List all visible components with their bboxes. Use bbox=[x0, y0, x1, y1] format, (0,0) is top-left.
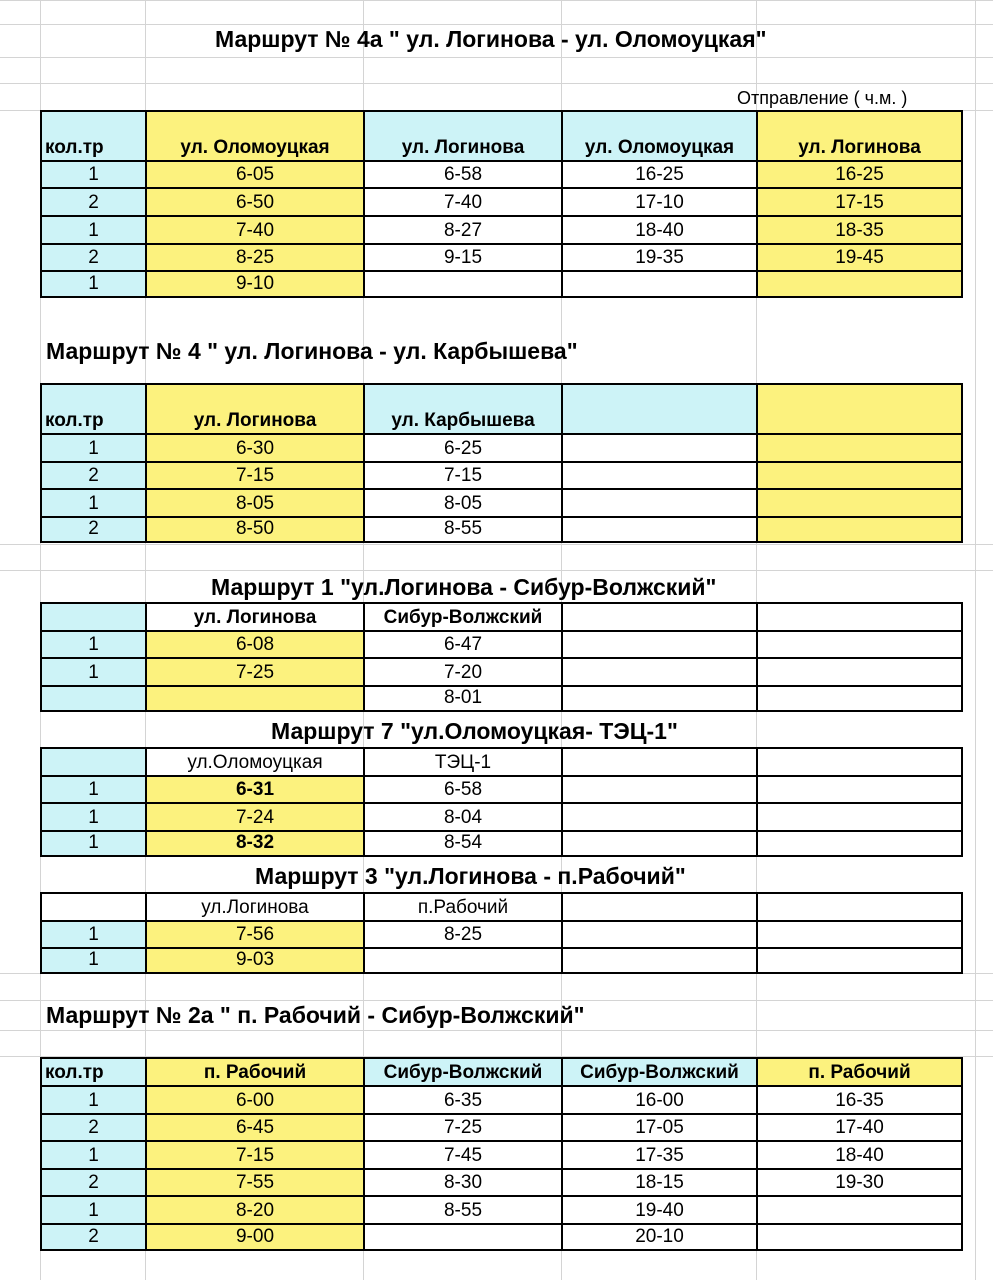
column-header: ул. Оломоуцкая bbox=[561, 110, 756, 160]
time-cell bbox=[756, 802, 963, 830]
gridline-horizontal bbox=[0, 1000, 993, 1001]
time-cell: 9-15 bbox=[363, 243, 561, 270]
time-cell bbox=[145, 685, 363, 712]
column-header: п.Рабочий bbox=[363, 892, 561, 920]
time-cell bbox=[756, 830, 963, 857]
vehicle-count-cell: 2 bbox=[40, 243, 145, 270]
column-header bbox=[40, 747, 145, 775]
time-cell: 8-55 bbox=[363, 1195, 561, 1223]
gridline-vertical bbox=[975, 0, 976, 1280]
column-header bbox=[561, 747, 756, 775]
time-cell: 19-40 bbox=[561, 1195, 756, 1223]
route-4-title: Маршрут № 4 " ул. Логинова - ул. Карбышева" bbox=[46, 338, 578, 364]
time-cell: 6-45 bbox=[145, 1113, 363, 1140]
time-cell bbox=[756, 1195, 963, 1223]
column-header bbox=[40, 602, 145, 630]
time-cell: 9-10 bbox=[145, 270, 363, 298]
time-cell bbox=[756, 685, 963, 712]
time-cell: 8-55 bbox=[363, 516, 561, 543]
vehicle-count-cell: 2 bbox=[40, 187, 145, 215]
time-cell: 6-05 bbox=[145, 160, 363, 187]
time-cell: 6-00 bbox=[145, 1085, 363, 1113]
time-cell: 6-58 bbox=[363, 775, 561, 802]
time-cell bbox=[756, 630, 963, 657]
time-cell: 16-25 bbox=[561, 160, 756, 187]
time-cell bbox=[561, 270, 756, 298]
time-cell: 18-40 bbox=[561, 215, 756, 243]
vehicle-count-cell: 1 bbox=[40, 270, 145, 298]
time-cell: 6-35 bbox=[363, 1085, 561, 1113]
vehicle-count-cell: 2 bbox=[40, 461, 145, 488]
time-cell: 8-32 bbox=[145, 830, 363, 857]
time-cell: 8-27 bbox=[363, 215, 561, 243]
time-cell bbox=[561, 488, 756, 516]
time-cell: 7-20 bbox=[363, 657, 561, 685]
vehicle-count-cell: 1 bbox=[40, 1085, 145, 1113]
gridline-horizontal bbox=[0, 0, 993, 1]
column-header: кол.тр bbox=[40, 1057, 145, 1085]
time-cell: 9-03 bbox=[145, 947, 363, 974]
vehicle-count-cell: 1 bbox=[40, 1195, 145, 1223]
time-cell bbox=[561, 947, 756, 974]
gridline-horizontal bbox=[0, 544, 993, 545]
time-cell: 18-35 bbox=[756, 215, 963, 243]
time-cell bbox=[561, 461, 756, 488]
route-1-title: Маршрут 1 "ул.Логинова - Сибур-Волжский" bbox=[211, 574, 717, 600]
time-cell bbox=[561, 685, 756, 712]
vehicle-count-cell: 1 bbox=[40, 433, 145, 461]
time-cell bbox=[756, 516, 963, 543]
column-header: Сибур-Волжский bbox=[363, 602, 561, 630]
time-cell: 17-15 bbox=[756, 187, 963, 215]
vehicle-count-cell: 2 bbox=[40, 1168, 145, 1195]
time-cell bbox=[561, 433, 756, 461]
time-cell: 6-31 bbox=[145, 775, 363, 802]
column-header: ул. Логинова bbox=[756, 110, 963, 160]
column-header: кол.тр bbox=[40, 383, 145, 433]
time-cell: 7-45 bbox=[363, 1140, 561, 1168]
time-cell bbox=[756, 1223, 963, 1251]
column-header: ул. Оломоуцкая bbox=[145, 110, 363, 160]
time-cell: 7-55 bbox=[145, 1168, 363, 1195]
time-cell bbox=[756, 488, 963, 516]
time-cell bbox=[561, 920, 756, 947]
time-cell bbox=[756, 433, 963, 461]
column-header: Сибур-Волжский bbox=[561, 1057, 756, 1085]
route-2a-title: Маршрут № 2а " п. Рабочий - Сибур-Волжский" bbox=[46, 1002, 585, 1028]
vehicle-count-cell: 1 bbox=[40, 630, 145, 657]
vehicle-count-cell: 1 bbox=[40, 1140, 145, 1168]
time-cell: 6-58 bbox=[363, 160, 561, 187]
time-cell bbox=[756, 657, 963, 685]
vehicle-count-cell: 1 bbox=[40, 802, 145, 830]
time-cell: 8-05 bbox=[363, 488, 561, 516]
column-header: ТЭЦ-1 bbox=[363, 747, 561, 775]
column-header bbox=[40, 892, 145, 920]
column-header: Сибур-Волжский bbox=[363, 1057, 561, 1085]
time-cell: 7-40 bbox=[145, 215, 363, 243]
time-cell: 7-15 bbox=[145, 1140, 363, 1168]
vehicle-count-cell: 1 bbox=[40, 947, 145, 974]
time-cell: 8-01 bbox=[363, 685, 561, 712]
column-header: п. Рабочий bbox=[756, 1057, 963, 1085]
time-cell bbox=[756, 947, 963, 974]
time-cell: 16-00 bbox=[561, 1085, 756, 1113]
time-cell bbox=[363, 1223, 561, 1251]
time-cell: 16-25 bbox=[756, 160, 963, 187]
time-cell: 7-40 bbox=[363, 187, 561, 215]
time-cell: 17-40 bbox=[756, 1113, 963, 1140]
time-cell bbox=[561, 657, 756, 685]
time-cell bbox=[363, 947, 561, 974]
time-cell bbox=[363, 270, 561, 298]
time-cell: 7-25 bbox=[145, 657, 363, 685]
time-cell: 19-45 bbox=[756, 243, 963, 270]
time-cell: 7-15 bbox=[145, 461, 363, 488]
column-header: ул. Логинова bbox=[363, 110, 561, 160]
time-cell: 8-54 bbox=[363, 830, 561, 857]
vehicle-count-cell: 1 bbox=[40, 160, 145, 187]
time-cell: 19-35 bbox=[561, 243, 756, 270]
time-cell: 6-08 bbox=[145, 630, 363, 657]
column-header bbox=[756, 602, 963, 630]
time-cell: 20-10 bbox=[561, 1223, 756, 1251]
time-cell: 6-30 bbox=[145, 433, 363, 461]
time-cell: 17-35 bbox=[561, 1140, 756, 1168]
departure-note: Отправление ( ч.м. ) bbox=[737, 88, 908, 108]
vehicle-count-cell bbox=[40, 685, 145, 712]
time-cell bbox=[561, 775, 756, 802]
vehicle-count-cell: 1 bbox=[40, 830, 145, 857]
time-cell: 17-10 bbox=[561, 187, 756, 215]
time-cell: 6-25 bbox=[363, 433, 561, 461]
vehicle-count-cell: 1 bbox=[40, 657, 145, 685]
route-7-title: Маршрут 7 "ул.Оломоуцкая- ТЭЦ-1" bbox=[271, 718, 678, 744]
column-header bbox=[756, 892, 963, 920]
column-header: ул.Оломоуцкая bbox=[145, 747, 363, 775]
time-cell: 7-15 bbox=[363, 461, 561, 488]
time-cell: 17-05 bbox=[561, 1113, 756, 1140]
vehicle-count-cell: 1 bbox=[40, 215, 145, 243]
vehicle-count-cell: 1 bbox=[40, 775, 145, 802]
time-cell bbox=[561, 830, 756, 857]
time-cell: 8-30 bbox=[363, 1168, 561, 1195]
gridline-horizontal bbox=[0, 57, 993, 58]
vehicle-count-cell: 2 bbox=[40, 1223, 145, 1251]
route-4a-title: Маршрут № 4а " ул. Логинова - ул. Оломоуцкая" bbox=[215, 26, 767, 52]
column-header bbox=[561, 892, 756, 920]
column-header: ул. Логинова bbox=[145, 383, 363, 433]
time-cell: 7-25 bbox=[363, 1113, 561, 1140]
column-header bbox=[561, 383, 756, 433]
route-3-title: Маршрут 3 "ул.Логинова - п.Рабочий" bbox=[255, 863, 686, 889]
time-cell: 9-00 bbox=[145, 1223, 363, 1251]
time-cell bbox=[561, 630, 756, 657]
time-cell: 7-24 bbox=[145, 802, 363, 830]
column-header bbox=[756, 383, 963, 433]
column-header: ул. Карбышева bbox=[363, 383, 561, 433]
time-cell: 8-04 bbox=[363, 802, 561, 830]
vehicle-count-cell: 2 bbox=[40, 516, 145, 543]
time-cell: 7-56 bbox=[145, 920, 363, 947]
column-header bbox=[756, 747, 963, 775]
column-header: ул.Логинова bbox=[145, 892, 363, 920]
time-cell: 8-25 bbox=[363, 920, 561, 947]
gridline-horizontal bbox=[0, 570, 993, 571]
time-cell bbox=[756, 775, 963, 802]
time-cell: 6-50 bbox=[145, 187, 363, 215]
time-cell bbox=[561, 802, 756, 830]
vehicle-count-cell: 1 bbox=[40, 488, 145, 516]
time-cell bbox=[756, 920, 963, 947]
gridline-horizontal bbox=[0, 24, 993, 25]
vehicle-count-cell: 1 bbox=[40, 920, 145, 947]
time-cell: 8-50 bbox=[145, 516, 363, 543]
time-cell bbox=[756, 270, 963, 298]
time-cell: 18-15 bbox=[561, 1168, 756, 1195]
time-cell: 8-20 bbox=[145, 1195, 363, 1223]
column-header bbox=[561, 602, 756, 630]
time-cell: 6-47 bbox=[363, 630, 561, 657]
gridline-horizontal bbox=[0, 83, 993, 84]
time-cell bbox=[561, 516, 756, 543]
time-cell: 18-40 bbox=[756, 1140, 963, 1168]
time-cell: 8-05 bbox=[145, 488, 363, 516]
column-header: кол.тр bbox=[40, 110, 145, 160]
time-cell: 19-30 bbox=[756, 1168, 963, 1195]
time-cell: 16-35 bbox=[756, 1085, 963, 1113]
vehicle-count-cell: 2 bbox=[40, 1113, 145, 1140]
column-header: ул. Логинова bbox=[145, 602, 363, 630]
time-cell bbox=[756, 461, 963, 488]
column-header: п. Рабочий bbox=[145, 1057, 363, 1085]
time-cell: 8-25 bbox=[145, 243, 363, 270]
gridline-horizontal bbox=[0, 1030, 993, 1031]
